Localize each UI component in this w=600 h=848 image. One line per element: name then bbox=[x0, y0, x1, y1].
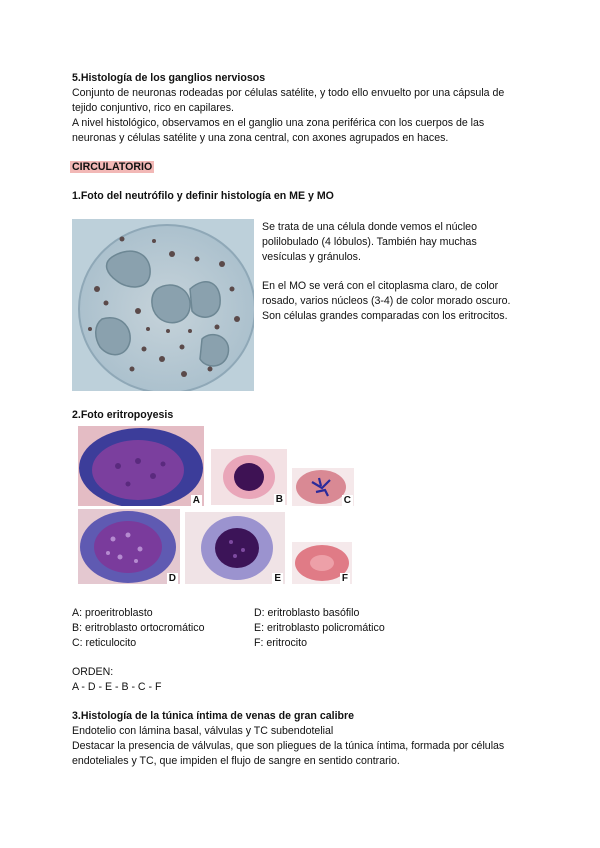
image-label: B bbox=[275, 494, 283, 505]
question-heading: 2.Foto eritropoyesis bbox=[72, 409, 174, 421]
paragraph-line: Conjunto de neuronas rodeadas por células satélite, y todo ello envuelto por una cápsula de bbox=[72, 87, 505, 99]
paragraph-line: rosado, varios núcleos (3-4) de color morado oscuro. bbox=[262, 295, 511, 307]
erythropoiesis-image-d bbox=[78, 509, 180, 584]
image-label: E bbox=[274, 573, 281, 584]
section-heading: 5.Histología de los ganglios nerviosos bbox=[72, 72, 266, 84]
paragraph-line: tejido conjuntivo, rico en capilares. bbox=[72, 102, 234, 114]
erythropoiesis-image-f bbox=[292, 542, 352, 584]
paragraph-line: A nivel histológico, observamos en el ganglio una zona periférica con los cuerpos de las bbox=[72, 117, 485, 129]
paragraph-line: vesículas y gránulos. bbox=[262, 251, 361, 263]
paragraph-line: neuronas y células satélite y una zona central, con axones agrupados en haces. bbox=[72, 132, 449, 144]
legend-item: C: reticulocito bbox=[72, 637, 137, 649]
polychromatic-erythroblast-image bbox=[185, 512, 285, 584]
image-label: A bbox=[192, 495, 200, 506]
legend-item: A: proeritroblasto bbox=[72, 607, 153, 619]
legend-item: E: eritroblasto policromático bbox=[254, 622, 385, 634]
paragraph-line: Son células grandes comparadas con los eritrocitos. bbox=[262, 310, 508, 322]
erythropoiesis-image-c bbox=[292, 468, 354, 506]
order-label: ORDEN: bbox=[72, 666, 114, 678]
paragraph-line: En el MO se verá con el citoplasma claro, de color bbox=[262, 280, 499, 292]
paragraph-line: Endotelio con lámina basal, válvulas y TC subendotelial bbox=[72, 725, 334, 737]
neutrophil-micrograph bbox=[72, 219, 254, 391]
question-heading: 1.Foto del neutrófilo y definir histología en ME y MO bbox=[72, 190, 334, 202]
legend-item: F: eritrocito bbox=[254, 637, 307, 649]
erythropoiesis-image-a bbox=[78, 426, 204, 506]
legend-item: B: eritroblasto ortocromático bbox=[72, 622, 205, 634]
paragraph-line: Destacar la presencia de válvulas, que son pliegues de la túnica íntima, formada por células bbox=[72, 740, 505, 752]
paragraph-line: endoteliales y TC, que impiden el flujo de sangre en sentido contrario. bbox=[72, 755, 400, 767]
section-label bbox=[70, 160, 154, 175]
erythropoiesis-image-b bbox=[211, 449, 287, 505]
neutrophil-image bbox=[72, 219, 254, 391]
image-label: D bbox=[168, 573, 176, 584]
question-heading: 3.Histología de la túnica íntima de venas de gran calibre bbox=[72, 710, 354, 722]
basophilic-erythroblast-image bbox=[78, 509, 180, 584]
paragraph-line: polilobulado (4 lóbulos). También hay muchas bbox=[262, 236, 477, 248]
legend-item: D: eritroblasto basófilo bbox=[254, 607, 360, 619]
proerythroblast-image bbox=[78, 426, 204, 506]
paragraph-line: Se trata de una célula donde vemos el núcleo bbox=[262, 221, 477, 233]
image-label: F bbox=[341, 573, 348, 584]
order-value: A - D - E - B - C - F bbox=[72, 681, 162, 693]
erythropoiesis-image-e bbox=[185, 512, 285, 584]
image-label: C bbox=[343, 495, 351, 506]
circulatorio-highlight: CIRCULATORIO bbox=[72, 161, 153, 173]
